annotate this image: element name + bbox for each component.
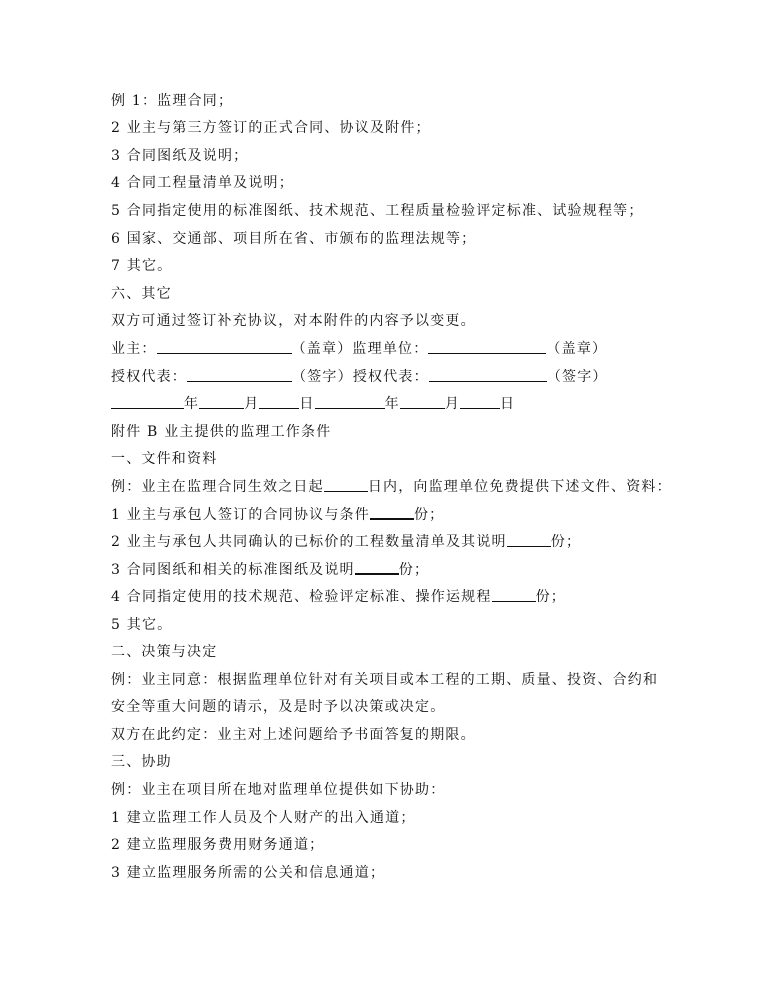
year-blank[interactable] (315, 394, 385, 409)
docs-item-1: 1 业主与承包人签订的合同协议与条件 份； (111, 504, 725, 524)
day-blank[interactable] (259, 394, 299, 409)
section-heading-docs: 一、文件和资料 (111, 451, 218, 467)
copies-blank[interactable] (507, 532, 551, 547)
docs-intro: 例：业主在监理合同生效之日起 日内，向监理单位免费提供下述文件、资料： (111, 479, 672, 495)
month-blank[interactable] (400, 394, 445, 409)
docs-item-2: 2 业主与承包人共同确认的已标价的工程数量清单及其说明 份； (111, 534, 582, 550)
assist-intro: 例：业主在项目所在地对监理单位提供如下协助： (111, 782, 446, 798)
section-heading-assist: 三、协助 (111, 754, 172, 770)
appendix-b-title: 附件 B 业主提供的监理工作条件 (111, 424, 332, 440)
decision-text-1: 例：业主同意：根据监理单位针对有关项目或本工程的工期、质量、投资、合约和 (111, 672, 659, 688)
supervisor-blank[interactable] (428, 339, 546, 354)
owner-rep-blank[interactable] (187, 367, 292, 382)
contract-doc-item-3: 3 合同图纸及说明； (111, 148, 249, 164)
contract-doc-item-1: 例 1：监理合同； (111, 93, 234, 109)
seal-label: （盖章） (291, 341, 353, 357)
amendment-text: 双方可通过签订补充协议，对本附件的内容予以变更。 (111, 313, 476, 329)
section-heading-other: 六、其它 (111, 286, 172, 302)
contract-doc-item-5: 5 合同指定使用的标准图纸、技术规范、工程质量检验评定标准、试验规程等； (111, 203, 644, 219)
supervisor-label: 监理单位： (352, 341, 429, 357)
contract-doc-item-4: 4 合同工程量清单及说明； (111, 175, 294, 191)
owner-label: 业主： (111, 341, 157, 357)
year-blank[interactable] (111, 394, 184, 409)
docs-item-4: 4 合同指定使用的技术规范、检验评定标准、操作运规程 份； (111, 589, 566, 605)
docs-item-5: 5 其它。 (111, 617, 173, 633)
assist-item-2: 2 建立监理服务费用财务通道； (111, 837, 325, 853)
seal-label: （盖章） (546, 341, 608, 357)
copies-blank[interactable] (355, 559, 399, 575)
assist-item-3: 3 建立监理服务所需的公关和信息通道； (111, 865, 386, 881)
sign-label: （签字） (546, 369, 608, 385)
docs-item-3: 3 合同图纸和相关的标准图纸及说明 份； (111, 559, 725, 579)
signature-row-seal (111, 339, 725, 359)
decision-text-2: 安全等重大问题的请示，及是时予以决策或决定。 (111, 699, 446, 715)
contract-doc-item-2: 2 业主与第三方签订的正式合同、协议及附件； (111, 120, 431, 136)
supervisor-rep-blank[interactable] (429, 367, 547, 382)
day-blank[interactable] (460, 394, 500, 409)
sign-label: （签字） (292, 369, 353, 385)
section-heading-decision: 二、决策与决定 (111, 644, 218, 660)
contract-doc-item-7: 7 其它。 (111, 258, 173, 274)
signature-row-sign (111, 367, 725, 387)
contract-doc-item-6: 6 国家、交通部、项目所在省、市颁布的监理法规等； (111, 231, 477, 247)
copies-blank[interactable] (370, 504, 414, 520)
date-row: 年 月 日 年 月 日 (111, 394, 725, 414)
rep-label: 授权代表： (352, 369, 429, 385)
copies-blank[interactable] (492, 587, 536, 602)
month-blank[interactable] (199, 394, 244, 409)
days-blank[interactable] (324, 477, 368, 492)
decision-agreement: 双方在此约定：业主对上述问题给予书面答复的期限。 (111, 727, 476, 743)
rep-label: 授权代表： (111, 369, 187, 385)
assist-item-1: 1 建立监理工作人员及个人财产的出入通道； (111, 810, 416, 826)
owner-blank[interactable] (157, 339, 292, 354)
